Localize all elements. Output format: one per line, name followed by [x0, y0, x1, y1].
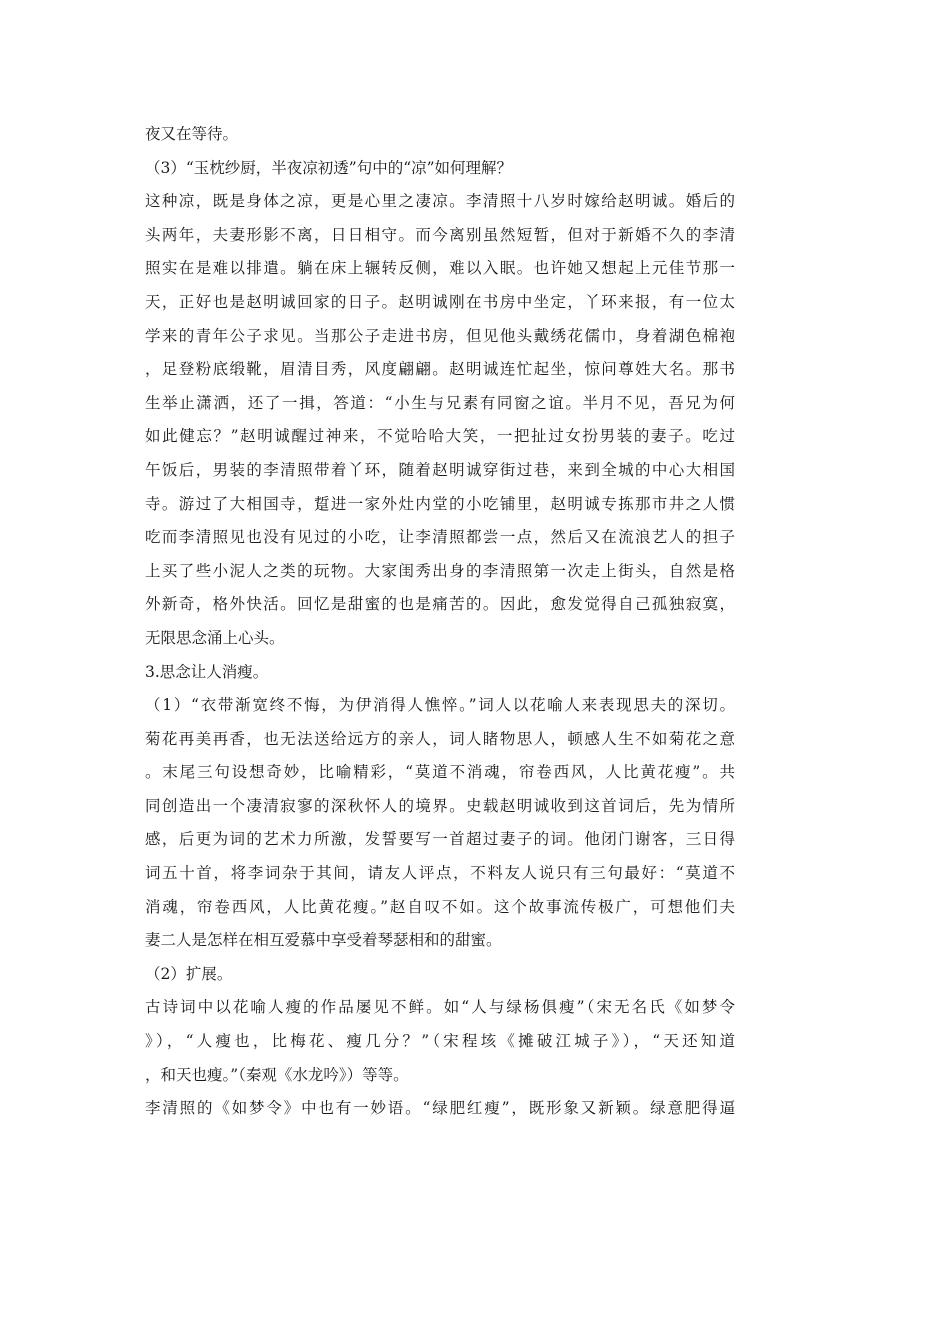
text-line: 妻二人是怎样在相互爱慕中享受着琴瑟相和的甜蜜。 — [145, 931, 502, 950]
text-line: 寺。游过了大相国寺，踅进一家外灶内堂的小吃铺里，赵明诚专拣那市井之人惯 — [145, 494, 735, 513]
text-line: 》），“人瘦也，比梅花、瘦几分？”（宋程垓《摊破江城子》），“天还知道 — [145, 1032, 735, 1051]
text-line: 李清照的《如梦令》中也有一妙语。“绿肥红瘦”，既形象又新颖。绿意肥得逼 — [145, 1099, 735, 1118]
text-line: 这种凉，既是身体之凉，更是心里之凄凉。李清照十八岁时嫁给赵明诚。婚后的 — [145, 192, 735, 211]
text-line: 。末尾三句设想奇妙，比喻精彩，“莫道不消魂，帘卷西风，人比黄花瘦”。共 — [145, 763, 735, 782]
text-line: （2）扩展。 — [145, 964, 233, 983]
text-line: 学来的青年公子求见。当那公子走进书房，但见他头戴绣花儒巾，身着湖色棉袍 — [145, 326, 735, 345]
text-line: 午饭后，男装的李清照带着丫环，随着赵明诚穿街过巷，来到全城的中心大相国 — [145, 460, 735, 479]
text-line: 同创造出一个凄清寂寥的深秋怀人的境界。史载赵明诚收到这首词后，先为情所 — [145, 796, 735, 815]
text-line: 夜又在等待。 — [145, 125, 239, 143]
text-line: 感，后更为词的艺术力所激，发誓要写一首超过妻子的词。他闭门谢客，三日得 — [145, 830, 735, 849]
text-line: 天，正好也是赵明诚回家的日子。赵明诚刚在书房中坐定，丫环来报，有一位太 — [145, 292, 735, 311]
text-line: 菊花再美再香，也无法送给远方的亲人，词人睹物思人，顿感人生不如菊花之意 — [145, 729, 735, 748]
text-line: 古诗词中以花喻人瘦的作品屡见不鲜。如“人与绿杨俱瘦”（宋无名氏《如梦令 — [145, 998, 735, 1017]
text-line: 如此健忘？”赵明诚醒过神来，不觉哈哈大笑，一把扯过女扮男装的妻子。吃过 — [145, 427, 735, 446]
text-line: 生举止潇洒，还了一揖，答道：“小生与兄素有同窗之谊。半月不见，吾兄为何 — [145, 393, 735, 412]
text-line: ，和天也瘦。”（秦观《水龙吟》）等等。 — [145, 1065, 409, 1084]
text-line: 3.思念让人消瘦。 — [145, 662, 269, 681]
text-line: 无限思念涌上心头。 — [145, 628, 285, 647]
text-line: （1）“衣带渐宽终不悔，为伊消得人憔悴。”词人以花喻人来表现思夫的深切。 — [145, 696, 735, 715]
text-line: 头两年，夫妻形影不离，日日相守。而今离别虽然短暂，但对于新婚不久的李清 — [145, 225, 735, 244]
text-line: 消魂，帘卷西风，人比黄花瘦。”赵自叹不如。这个故事流传极广，可想他们夫 — [145, 897, 735, 916]
text-line: 照实在是难以排遣。躺在床上辗转反侧，难以入眠。也许她又想起上元佳节那一 — [145, 259, 735, 278]
text-line: 外新奇，格外快活。回忆是甜蜜的也是痛苦的。因此，愈发觉得自己孤独寂寞， — [145, 595, 735, 614]
text-line: （3）“玉枕纱厨，半夜凉初透”句中的“凉”如何理解？ — [145, 158, 513, 177]
text-line: 词五十首，将李词杂于其间，请友人评点，不料友人说只有三句最好：“莫道不 — [145, 864, 735, 883]
text-line: 吃而李清照见也没有见过的小吃，让李清照都尝一点，然后又在流浪艺人的担子 — [145, 528, 735, 547]
text-line: ，足登粉底缎靴，眉清目秀，风度翩翩。赵明诚连忙起坐，惊问尊姓大名。那书 — [145, 360, 735, 379]
document-body — [145, 118, 735, 1126]
text-line: 上买了些小泥人之类的玩物。大家闺秀出身的李清照第一次走上街头，自然是格 — [145, 561, 735, 580]
